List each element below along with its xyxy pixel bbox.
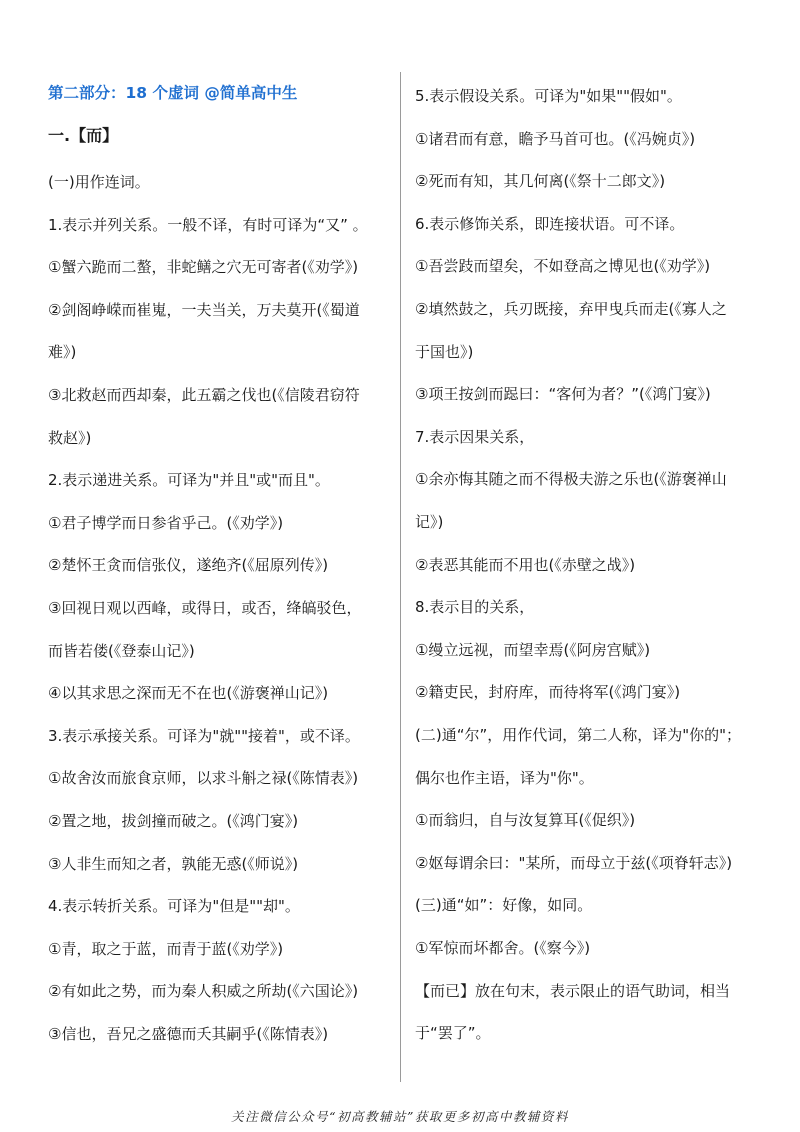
text-line: ②表恶其能而不用也(《赤壁之战》)	[415, 555, 636, 574]
text-line: 8.表示目的关系，	[415, 598, 535, 617]
text-line: ①而翁归，自与汝复算耳(《促织》)	[415, 811, 636, 830]
text-line: ①蟹六跪而二螯，非蛇鳝之穴无可寄者(《劝学》)	[48, 258, 359, 277]
text-line: 难》)	[48, 343, 77, 362]
text-line: ②置之地，拔剑撞而破之。(《鸿门宴》)	[48, 812, 299, 830]
text-line: ③信也，吾兄之盛德而夭其嗣乎(《陈情表》)	[48, 1025, 329, 1043]
text-line: ③人非生而知之者，孰能无惑(《师说》)	[48, 854, 299, 873]
text-line: 于“罢了”。	[415, 1024, 491, 1043]
text-line: 6.表示修饰关系，即连接状语。可不译。	[415, 214, 685, 233]
text-line: ③项王按剑而跽曰：“客何为者？”(《鸿门宴》)	[415, 385, 711, 404]
text-line: 2.表示递进关系。可译为"并且"或"而且"。	[48, 471, 330, 490]
text-line: ①吾尝跂而望矣，不如登高之博见也(《劝学》)	[415, 257, 711, 276]
text-line: ②妪每谓余曰："某所，而母立于兹(《项脊轩志》)	[415, 853, 733, 872]
text-line: ③北救赵而西却秦，此五霸之伐也(《信陵君窃符	[48, 386, 360, 404]
text-line: ②死而有知，其几何离(《祭十二郎文》)	[415, 172, 666, 191]
text-line: ①余亦悔其随之而不得极夫游之乐也(《游褒禅山	[415, 470, 727, 489]
text-line: ①诸君而有意，瞻予马首可也。(《冯婉贞》)	[415, 129, 696, 148]
text-line: ①君子博学而日参省乎己。(《劝学》)	[48, 513, 284, 532]
text-line: ①青，取之于蓝，而青于蓝(《劝学》)	[48, 939, 284, 958]
right-column	[415, 74, 760, 1062]
text-line: 救赵》)	[48, 428, 92, 447]
text-line: (一)用作连词。	[48, 173, 150, 191]
text-line: 偶尔也作主语，译为"你"。	[415, 768, 594, 787]
text-line: 7.表示因果关系，	[415, 427, 535, 446]
text-line: ①军惊而坏都舍。(《察今》)	[415, 939, 591, 957]
text-line: 1.表示并列关系。一般不译，有时可译为“又” 。	[48, 215, 368, 234]
section-title: 第二部分：18 个虚词 @简单高中生	[48, 84, 298, 102]
text-line: ②填然鼓之，兵刃既接，弃甲曳兵而走(《寡人之	[415, 300, 727, 318]
text-line: ①缦立远视，而望幸焉(《阿房宫赋》)	[415, 640, 651, 659]
text-line: (二)通“尔”，用作代词，第二人称，译为"你的"；	[415, 726, 742, 744]
left-column	[48, 74, 396, 1062]
entry-heading: 一.【而】	[48, 126, 119, 145]
text-line: ④以其求思之深而无不在也(《游褒禅山记》)	[48, 684, 329, 703]
text-line: 记》)	[415, 513, 444, 531]
text-line: 5.表示假设关系。可译为"如果""假如"。	[415, 87, 682, 105]
footer-note: 关注微信公众号“初高教辅站”获取更多初高中教辅资料	[231, 1109, 569, 1124]
text-line: 3.表示承接关系。可译为"就""接着"，或不译。	[48, 726, 360, 745]
text-line: (三)通“如”：好像，如同。	[415, 896, 593, 915]
text-line: 4.表示转折关系。可译为"但是""却"。	[48, 897, 300, 916]
text-line: ②楚怀王贪而信张仪，遂绝齐(《屈原列传》)	[48, 556, 329, 575]
text-line: 于国也》)	[415, 342, 474, 361]
text-line: 【而已】放在句末，表示限止的语气助词，相当	[415, 981, 731, 1000]
column-divider	[400, 72, 401, 1082]
text-line: ①故舍汝而旅食京师，以求斗斛之禄(《陈情表》)	[48, 769, 359, 788]
text-line: ②籍吏民，封府库，而待将军(《鸿门宴》)	[415, 683, 681, 702]
text-line: ②有如此之势，而为秦人积威之所劫(《六国论》)	[48, 982, 359, 1001]
text-line: ③回视日观以西峰，或得日，或否，绛皜驳色，	[48, 599, 362, 617]
text-line: ②剑阁峥嵘而崔嵬，一夫当关，万夫莫开(《蜀道	[48, 300, 360, 319]
text-line: 而皆若偻(《登泰山记》)	[48, 641, 195, 660]
